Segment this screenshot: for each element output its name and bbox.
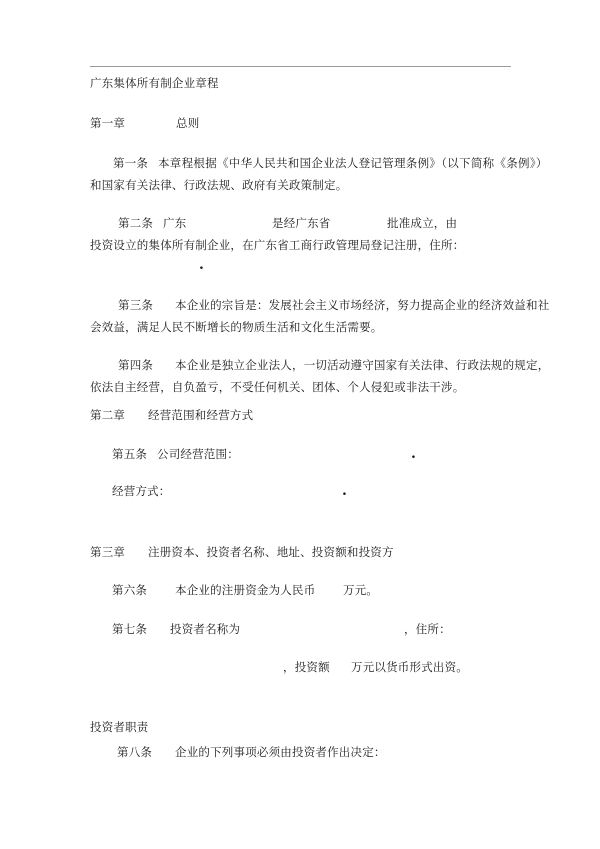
article3-line1: 本企业的宗旨是：发展社会主义市场经济，努力提高企业的经济效益和社 — [175, 298, 550, 312]
article8-text: 企业的下列事项必须由投资者作出决定： — [175, 745, 386, 759]
article7-line2b: 万元以货币形式出资。 — [351, 660, 468, 674]
chapter1-title: 总则 — [176, 116, 200, 130]
article7-line2a: ，投资额 — [283, 660, 330, 674]
article7-text: 投资者名称为 — [170, 622, 241, 636]
article2-dot: . — [199, 257, 204, 273]
article1-label: 第一条 — [113, 156, 149, 170]
article7-label: 第七条 — [112, 622, 148, 636]
article2-part2: 是经广东省 — [272, 216, 331, 230]
article1-line1: 本章程根据《中华人民共和国企业法人登记管理条例》（以下简称《条例》） — [158, 156, 548, 170]
article6-text: 本企业的注册资金为人民币 — [175, 583, 316, 597]
article2-line2: 投资设立的集体所有制企业，在广东省工商行政管理局登记注册，住所： — [90, 238, 465, 252]
article8-label: 第八条 — [117, 745, 153, 759]
article3-label: 第三条 — [118, 298, 154, 312]
article3-line2: 会效益，满足人民不断增长的物质生活和文化生活需要。 — [90, 320, 383, 334]
article5-text: 公司经营范围： — [157, 447, 239, 461]
article4-line1: 本企业是独立企业法人，一切活动遵守国家有关法律、行政法规的规定， — [175, 358, 550, 372]
chapter1-label: 第一章 — [90, 116, 126, 130]
article7-address: ，住所： — [404, 622, 451, 636]
article6-unit: 万元。 — [343, 583, 379, 597]
article6-label: 第六条 — [112, 583, 148, 597]
header-rule — [90, 66, 511, 67]
chapter3-label: 第三章 — [90, 545, 126, 559]
article4-label: 第四条 — [118, 358, 154, 372]
investor-duties-heading: 投资者职责 — [90, 720, 149, 734]
article4-line2: 依法自主经营，自负盈亏，不受任何机关、团体、个人侵犯或非法干涉。 — [90, 380, 465, 394]
document-title: 广东集体所有制企业章程 — [90, 76, 219, 90]
chapter2-title: 经营范围和经营方式 — [148, 408, 254, 422]
article2-part1: 广东 — [163, 216, 187, 230]
article5-label: 第五条 — [112, 447, 148, 461]
article1-line2: 和国家有关法律、行政法规、政府有关政策制定。 — [90, 178, 348, 192]
business-mode-text: 经营方式： — [112, 484, 171, 498]
chapter3-title: 注册资本、投资者名称、地址、投资额和投资方 — [148, 545, 394, 559]
article2-part3: 批准成立，由 — [387, 216, 458, 230]
business-mode-dot: . — [342, 483, 347, 499]
article5-dot: . — [411, 446, 416, 462]
article2-label: 第二条 — [118, 216, 154, 230]
chapter2-label: 第二章 — [90, 408, 126, 422]
